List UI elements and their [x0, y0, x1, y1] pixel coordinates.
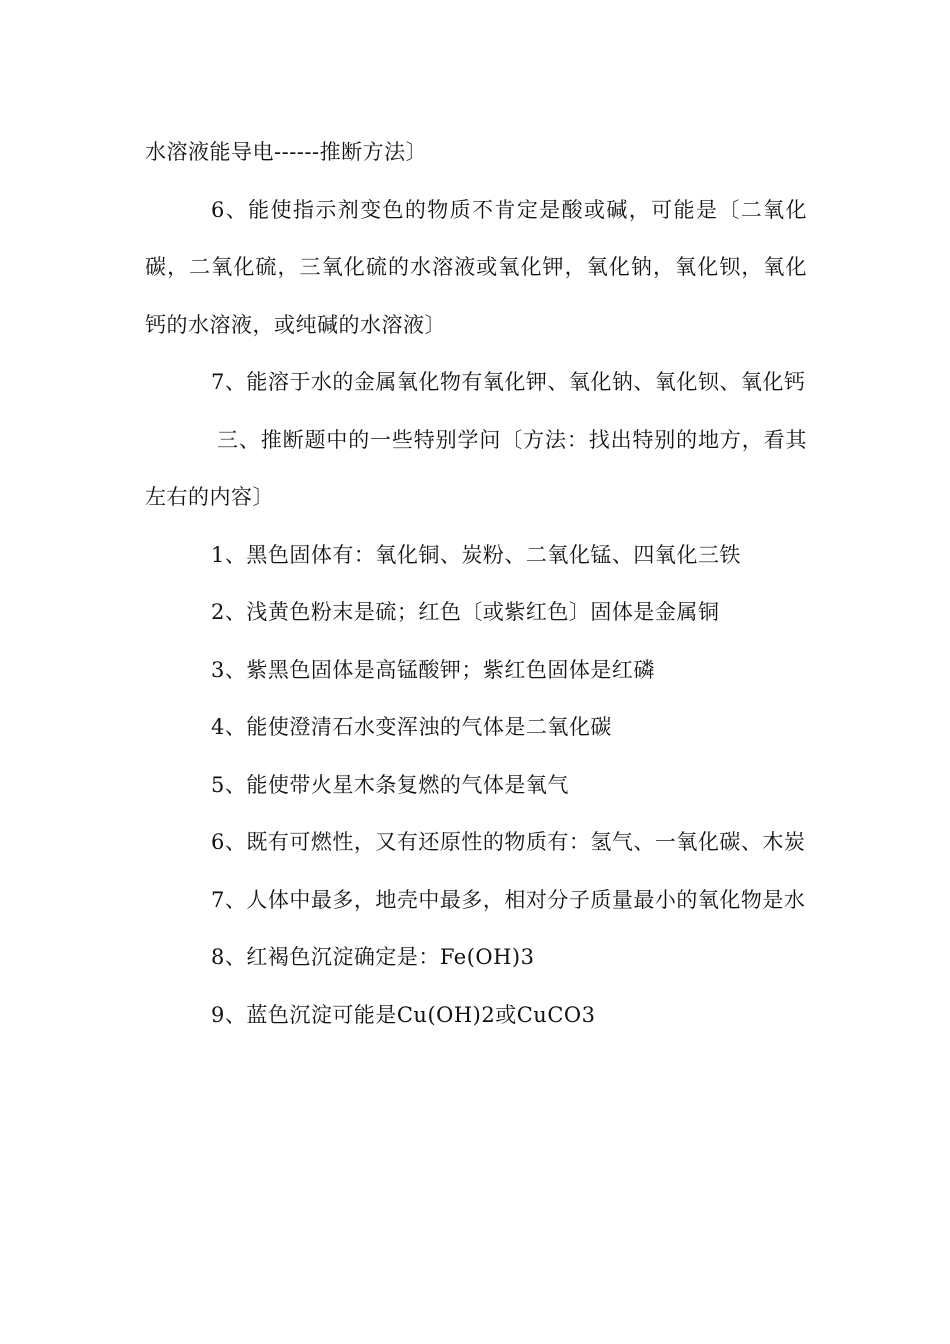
- paragraph-item-8-red-brown-precipitate: 8、红褐色沉淀确定是：Fe(OH)3: [211, 945, 535, 969]
- paragraph-item-2-yellow-powder: 2、浅黄色粉末是硫；红色〔或紫红色〕固体是金属铜: [211, 600, 720, 624]
- paragraph-item-7-soluble-oxides: 7、能溶于水的金属氧化物有氧化钾、氧化钠、氧化钡、氧化钙: [211, 370, 806, 394]
- paragraph-item-1-black-solids: 1、黑色固体有：氧化铜、炭粉、二氧化锰、四氧化三铁: [211, 542, 741, 567]
- section-heading-three: 三、推断题中的一些特别学问〔方法：找出特别的地方，看其左右的内容〕: [145, 427, 807, 509]
- document-body: [145, 124, 807, 1044]
- paragraph-item-6-indicator: 6、能使指示剂变色的物质不肯定是酸或碱，可能是〔二氧化碳，二氧化硫，三氧化硫的水溶液或氧化钾，氧化钠，氧化钡，氧化钙的水溶液，或纯碱的水溶液〕: [145, 197, 807, 337]
- paragraph-item-5-oxygen: 5、能使带火星木条复燃的气体是氧气: [211, 772, 569, 797]
- paragraph-item-7-water: 7、人体中最多，地壳中最多，相对分子质量最小的氧化物是水: [211, 887, 806, 912]
- paragraph-item-3-purple-black-solid: 3、紫黑色固体是高锰酸钾；紫红色固体是红磷: [211, 657, 655, 682]
- paragraph-item-4-carbon-dioxide: 4、能使澄清石水变浑浊的气体是二氧化碳: [211, 715, 612, 739]
- paragraph-item-6-reducing-agents: 6、既有可燃性，又有还原性的物质有：氢气、一氧化碳、木炭: [211, 830, 806, 854]
- paragraph-continuation: 水溶液能导电------推断方法〕: [145, 140, 428, 164]
- paragraph-item-9-blue-precipitate: 9、蓝色沉淀可能是Cu(OH)2或CuCO3: [211, 1002, 596, 1027]
